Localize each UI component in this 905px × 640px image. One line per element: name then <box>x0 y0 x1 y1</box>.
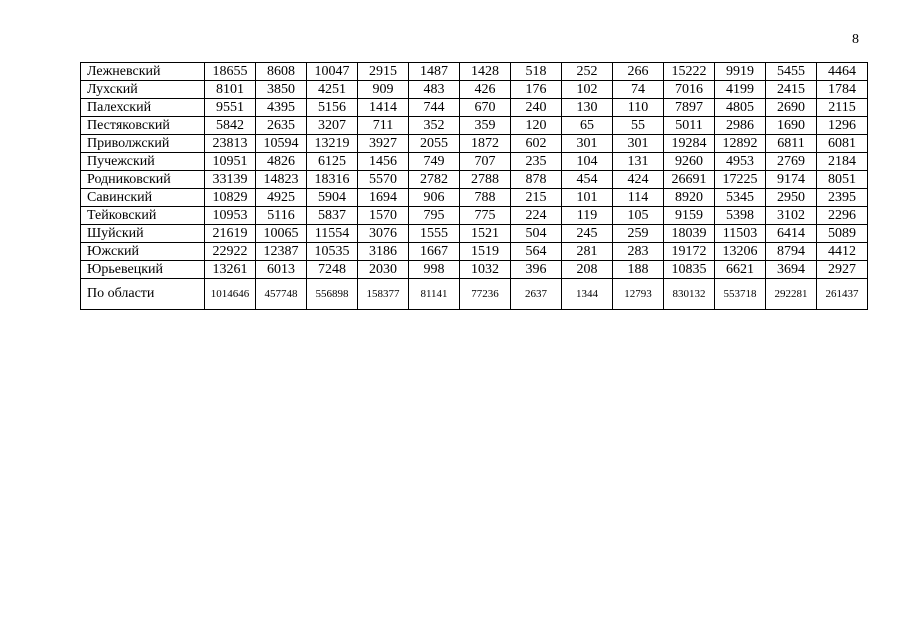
value-cell: 245 <box>562 225 613 243</box>
value-cell: 8051 <box>817 171 868 189</box>
value-cell: 5116 <box>256 207 307 225</box>
value-cell: 5345 <box>715 189 766 207</box>
value-cell: 19284 <box>664 135 715 153</box>
value-cell: 81141 <box>409 279 460 310</box>
value-cell: 104 <box>562 153 613 171</box>
value-cell: 4953 <box>715 153 766 171</box>
value-cell: 1555 <box>409 225 460 243</box>
value-cell: 1456 <box>358 153 409 171</box>
value-cell: 2788 <box>460 171 511 189</box>
value-cell: 23813 <box>205 135 256 153</box>
value-cell: 77236 <box>460 279 511 310</box>
value-cell: 906 <box>409 189 460 207</box>
value-cell: 2769 <box>766 153 817 171</box>
value-cell: 1570 <box>358 207 409 225</box>
value-cell: 10594 <box>256 135 307 153</box>
value-cell: 10047 <box>307 63 358 81</box>
value-cell: 2115 <box>817 99 868 117</box>
value-cell: 4395 <box>256 99 307 117</box>
value-cell: 2415 <box>766 81 817 99</box>
value-cell: 8608 <box>256 63 307 81</box>
value-cell: 775 <box>460 207 511 225</box>
value-cell: 2915 <box>358 63 409 81</box>
value-cell: 2782 <box>409 171 460 189</box>
district-name-cell: Шуйский <box>81 225 205 243</box>
value-cell: 176 <box>511 81 562 99</box>
value-cell: 7248 <box>307 261 358 279</box>
value-cell: 10065 <box>256 225 307 243</box>
value-cell: 1872 <box>460 135 511 153</box>
value-cell: 670 <box>460 99 511 117</box>
value-cell: 224 <box>511 207 562 225</box>
value-cell: 2030 <box>358 261 409 279</box>
value-cell: 2690 <box>766 99 817 117</box>
value-cell: 1014646 <box>205 279 256 310</box>
value-cell: 1694 <box>358 189 409 207</box>
value-cell: 5570 <box>358 171 409 189</box>
value-cell: 261437 <box>817 279 868 310</box>
value-cell: 14823 <box>256 171 307 189</box>
value-cell: 2184 <box>817 153 868 171</box>
value-cell: 13219 <box>307 135 358 153</box>
district-name-cell: Тейковский <box>81 207 205 225</box>
value-cell: 2927 <box>817 261 868 279</box>
table-row <box>81 261 868 279</box>
value-cell: 10835 <box>664 261 715 279</box>
value-cell: 3694 <box>766 261 817 279</box>
value-cell: 1690 <box>766 117 817 135</box>
value-cell: 1784 <box>817 81 868 99</box>
value-cell: 5837 <box>307 207 358 225</box>
value-cell: 188 <box>613 261 664 279</box>
value-cell: 11503 <box>715 225 766 243</box>
value-cell: 4199 <box>715 81 766 99</box>
value-cell: 110 <box>613 99 664 117</box>
page-number: 8 <box>852 32 859 47</box>
value-cell: 252 <box>562 63 613 81</box>
district-name-cell: Южский <box>81 243 205 261</box>
value-cell: 3927 <box>358 135 409 153</box>
value-cell: 208 <box>562 261 613 279</box>
value-cell: 1296 <box>817 117 868 135</box>
value-cell: 6414 <box>766 225 817 243</box>
value-cell: 74 <box>613 81 664 99</box>
district-name-cell: Родниковский <box>81 171 205 189</box>
value-cell: 5904 <box>307 189 358 207</box>
value-cell: 5011 <box>664 117 715 135</box>
table-row <box>81 81 868 99</box>
district-name-cell: По области <box>81 279 205 310</box>
value-cell: 120 <box>511 117 562 135</box>
value-cell: 5398 <box>715 207 766 225</box>
value-cell: 9260 <box>664 153 715 171</box>
value-cell: 301 <box>562 135 613 153</box>
value-cell: 483 <box>409 81 460 99</box>
value-cell: 504 <box>511 225 562 243</box>
value-cell: 114 <box>613 189 664 207</box>
value-cell: 2637 <box>511 279 562 310</box>
value-cell: 13206 <box>715 243 766 261</box>
value-cell: 65 <box>562 117 613 135</box>
value-cell: 19172 <box>664 243 715 261</box>
value-cell: 2986 <box>715 117 766 135</box>
table-row <box>81 207 868 225</box>
table-row <box>81 189 868 207</box>
district-name-cell: Юрьевецкий <box>81 261 205 279</box>
table-row <box>81 117 868 135</box>
value-cell: 9551 <box>205 99 256 117</box>
value-cell: 457748 <box>256 279 307 310</box>
value-cell: 283 <box>613 243 664 261</box>
value-cell: 909 <box>358 81 409 99</box>
value-cell: 130 <box>562 99 613 117</box>
value-cell: 2635 <box>256 117 307 135</box>
value-cell: 266 <box>613 63 664 81</box>
value-cell: 749 <box>409 153 460 171</box>
value-cell: 9159 <box>664 207 715 225</box>
value-cell: 426 <box>460 81 511 99</box>
value-cell: 3076 <box>358 225 409 243</box>
value-cell: 6125 <box>307 153 358 171</box>
value-cell: 4805 <box>715 99 766 117</box>
value-cell: 18039 <box>664 225 715 243</box>
value-cell: 4925 <box>256 189 307 207</box>
table-row <box>81 153 868 171</box>
value-cell: 795 <box>409 207 460 225</box>
value-cell: 15222 <box>664 63 715 81</box>
value-cell: 6811 <box>766 135 817 153</box>
value-cell: 22922 <box>205 243 256 261</box>
value-cell: 5455 <box>766 63 817 81</box>
district-name-cell: Палехский <box>81 99 205 117</box>
value-cell: 8794 <box>766 243 817 261</box>
value-cell: 8920 <box>664 189 715 207</box>
value-cell: 18655 <box>205 63 256 81</box>
table-body <box>81 63 868 310</box>
table-row <box>81 135 868 153</box>
value-cell: 259 <box>613 225 664 243</box>
value-cell: 10535 <box>307 243 358 261</box>
value-cell: 102 <box>562 81 613 99</box>
district-name-cell: Пестяковский <box>81 117 205 135</box>
value-cell: 1032 <box>460 261 511 279</box>
value-cell: 1667 <box>409 243 460 261</box>
value-cell: 6013 <box>256 261 307 279</box>
value-cell: 998 <box>409 261 460 279</box>
district-name-cell: Лежневский <box>81 63 205 81</box>
district-name-cell: Лухский <box>81 81 205 99</box>
value-cell: 9919 <box>715 63 766 81</box>
value-cell: 6081 <box>817 135 868 153</box>
value-cell: 518 <box>511 63 562 81</box>
value-cell: 7016 <box>664 81 715 99</box>
value-cell: 359 <box>460 117 511 135</box>
value-cell: 2950 <box>766 189 817 207</box>
value-cell: 301 <box>613 135 664 153</box>
value-cell: 4412 <box>817 243 868 261</box>
value-cell: 3850 <box>256 81 307 99</box>
table-row <box>81 225 868 243</box>
value-cell: 1521 <box>460 225 511 243</box>
table-row <box>81 171 868 189</box>
table-row <box>81 99 868 117</box>
value-cell: 352 <box>409 117 460 135</box>
value-cell: 17225 <box>715 171 766 189</box>
value-cell: 556898 <box>307 279 358 310</box>
value-cell: 1487 <box>409 63 460 81</box>
value-cell: 2395 <box>817 189 868 207</box>
value-cell: 21619 <box>205 225 256 243</box>
value-cell: 5156 <box>307 99 358 117</box>
value-cell: 424 <box>613 171 664 189</box>
value-cell: 13261 <box>205 261 256 279</box>
value-cell: 281 <box>562 243 613 261</box>
value-cell: 711 <box>358 117 409 135</box>
value-cell: 3102 <box>766 207 817 225</box>
table-row <box>81 243 868 261</box>
value-cell: 4251 <box>307 81 358 99</box>
value-cell: 744 <box>409 99 460 117</box>
value-cell: 454 <box>562 171 613 189</box>
value-cell: 830132 <box>664 279 715 310</box>
value-cell: 12387 <box>256 243 307 261</box>
value-cell: 878 <box>511 171 562 189</box>
district-name-cell: Пучежский <box>81 153 205 171</box>
value-cell: 2296 <box>817 207 868 225</box>
value-cell: 10953 <box>205 207 256 225</box>
value-cell: 2055 <box>409 135 460 153</box>
value-cell: 1519 <box>460 243 511 261</box>
value-cell: 158377 <box>358 279 409 310</box>
value-cell: 101 <box>562 189 613 207</box>
total-row <box>81 279 868 310</box>
value-cell: 55 <box>613 117 664 135</box>
value-cell: 4826 <box>256 153 307 171</box>
value-cell: 707 <box>460 153 511 171</box>
value-cell: 240 <box>511 99 562 117</box>
value-cell: 215 <box>511 189 562 207</box>
value-cell: 8101 <box>205 81 256 99</box>
value-cell: 105 <box>613 207 664 225</box>
value-cell: 10951 <box>205 153 256 171</box>
value-cell: 6621 <box>715 261 766 279</box>
value-cell: 7897 <box>664 99 715 117</box>
value-cell: 131 <box>613 153 664 171</box>
value-cell: 292281 <box>766 279 817 310</box>
value-cell: 3186 <box>358 243 409 261</box>
data-table <box>80 62 868 310</box>
value-cell: 4464 <box>817 63 868 81</box>
value-cell: 5842 <box>205 117 256 135</box>
value-cell: 602 <box>511 135 562 153</box>
value-cell: 564 <box>511 243 562 261</box>
value-cell: 119 <box>562 207 613 225</box>
value-cell: 9174 <box>766 171 817 189</box>
district-name-cell: Савинский <box>81 189 205 207</box>
value-cell: 26691 <box>664 171 715 189</box>
value-cell: 33139 <box>205 171 256 189</box>
value-cell: 235 <box>511 153 562 171</box>
district-name-cell: Приволжский <box>81 135 205 153</box>
value-cell: 3207 <box>307 117 358 135</box>
value-cell: 18316 <box>307 171 358 189</box>
value-cell: 1414 <box>358 99 409 117</box>
value-cell: 1344 <box>562 279 613 310</box>
value-cell: 12793 <box>613 279 664 310</box>
value-cell: 553718 <box>715 279 766 310</box>
value-cell: 11554 <box>307 225 358 243</box>
table-row <box>81 63 868 81</box>
value-cell: 1428 <box>460 63 511 81</box>
value-cell: 10829 <box>205 189 256 207</box>
value-cell: 396 <box>511 261 562 279</box>
value-cell: 788 <box>460 189 511 207</box>
value-cell: 5089 <box>817 225 868 243</box>
value-cell: 12892 <box>715 135 766 153</box>
